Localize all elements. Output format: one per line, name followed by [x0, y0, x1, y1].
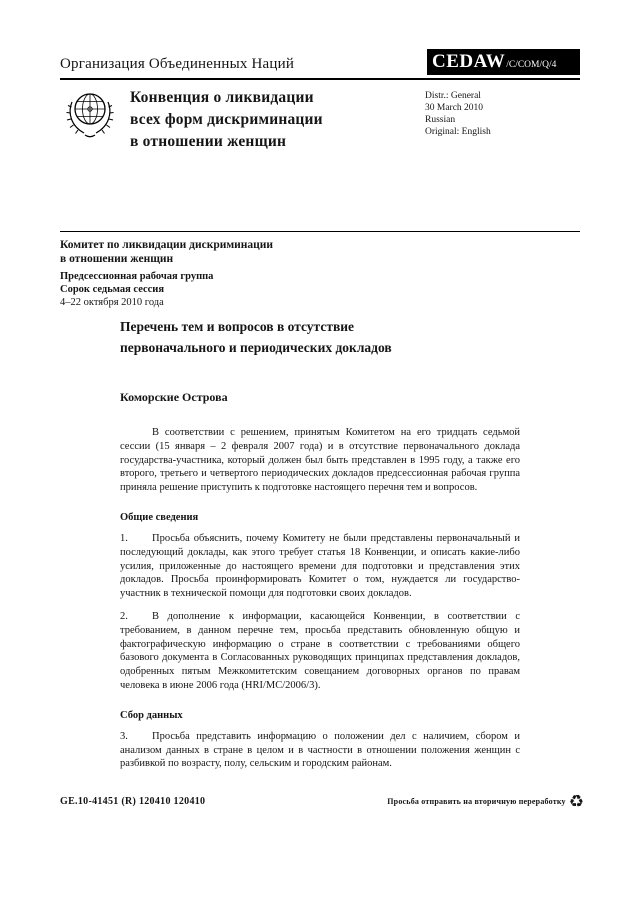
- doc-symbol-suffix: /C/COM/Q/4: [506, 60, 557, 70]
- session-dates: 4–22 октября 2010 года: [60, 297, 164, 308]
- distr-line: Distr.: General: [425, 91, 481, 101]
- recycle-note-text: Просьба отправить на вторичную переработку: [387, 797, 566, 806]
- original-language-line: Original: English: [425, 127, 491, 137]
- country-heading: Коморские Острова: [120, 390, 228, 404]
- document-title-line: первоначального и периодических докладов: [120, 340, 392, 355]
- page-footer: [60, 793, 584, 810]
- convention-title-line: Конвенция о ликвидации: [130, 89, 314, 106]
- org-name: Организация Объединенных Наций: [60, 56, 295, 72]
- convention-title-line: в отношении женщин: [130, 133, 287, 150]
- session-label: Сорок седьмая сессия: [60, 284, 165, 295]
- paragraph-number: 3.: [120, 730, 128, 742]
- paragraph-number: 1.: [120, 532, 128, 544]
- paragraph-text: Просьба объяснить, почему Комитету не были представлены первоначальный и последующий доклады, как этого требует статья 18 Конвенции, и описать какие-либо усилия, приложенные до настоящего времени для подготовки и представления этих докладов. Просьба проинформировать Комитет о том, нуждается ли государство-участник в технической помощи для подготовки своих докладов.: [120, 532, 520, 600]
- date-line: 30 March 2010: [425, 103, 484, 113]
- doc-symbol-box: [427, 49, 580, 75]
- numbered-paragraph-3: [120, 730, 520, 771]
- numbered-paragraph-2: [120, 610, 520, 693]
- page-header: [60, 49, 580, 76]
- section-heading-general: Общие сведения: [120, 511, 199, 523]
- committee-name-line: в отношении женщин: [60, 253, 174, 265]
- un-emblem-icon: [61, 85, 119, 143]
- distribution-block: [425, 90, 491, 138]
- convention-title-line: всех форм дискриминации: [130, 111, 323, 128]
- document-title: [120, 316, 520, 358]
- document-body: [120, 316, 520, 771]
- paragraph-text: Просьба представить информацию о положении дел с наличием, сбором и анализом данных в стране в целом и в частности в отношении положения женщин с разбивкой по возрасту, полу, сельским и городским районам.: [120, 730, 520, 770]
- working-group-label: Предсессионная рабочая группа: [60, 271, 214, 282]
- committee-name-line: Комитет по ликвидации дискриминации: [60, 239, 274, 251]
- document-title-line: Перечень тем и вопросов в отсутствие: [120, 319, 355, 334]
- convention-title: [130, 87, 323, 153]
- committee-block: [60, 238, 273, 309]
- document-reference: GE.10-41451 (R) 120410 120410: [60, 796, 206, 807]
- paragraph-text: В дополнение к информации, касающейся Конвенции, в соответствии с требованием, в данном перечне тем, просьба представить обновленную общую и фактографическую информацию о стране в соответствии с требованиями общего базового документа в Согласованных руководящих принципах представления докладов, одобренных пятым Межкомитетским совещанием договорных органов по правам человека в июне 2006 года (HRI/MC/2006/3).: [120, 610, 520, 691]
- recycle-icon: ♻: [568, 792, 584, 811]
- doc-symbol-main: CEDAW: [432, 51, 506, 72]
- section-heading-data-collection: Сбор данных: [120, 709, 183, 721]
- language-line: Russian: [425, 115, 456, 125]
- intro-paragraph: В соответствии с решением, принятым Комитетом на его тридцать седьмой сессии (15 января – 2 февраля 2007 года) и в отсутствие первоначального доклада государства-участника, который должен был быть представлен в 1995 году, а также его второго, третьего и четвертого периодических докладов предсессионная рабочая группа приняла решение приступить к подготовке настоящего перечня тем и вопросов.: [120, 427, 520, 494]
- numbered-paragraph-1: [120, 532, 520, 601]
- section-divider-rule: [60, 231, 580, 232]
- recycle-notice: [387, 793, 584, 810]
- header-rule: [60, 78, 580, 80]
- paragraph-number: 2.: [120, 610, 128, 622]
